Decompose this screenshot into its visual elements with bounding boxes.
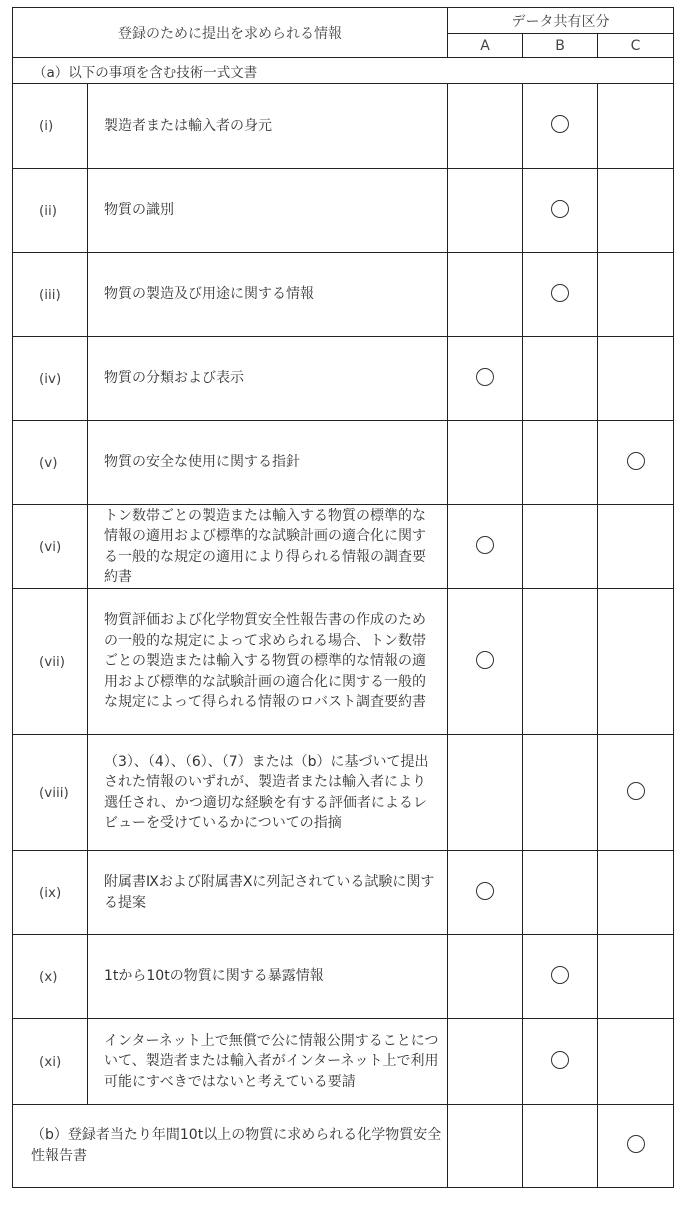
row-4-col-a <box>448 421 523 505</box>
table-row <box>13 1019 674 1105</box>
row-0-col-b <box>523 84 598 169</box>
row-3-col-a <box>448 337 523 421</box>
circle-mark-icon <box>551 1051 569 1069</box>
circle-mark-icon <box>627 1135 645 1153</box>
row-description: 附属書Ⅸおよび附属書Ⅹに列記されている試験に関する提案 <box>88 851 448 935</box>
row-4-col-b <box>523 421 598 505</box>
row-description: 物質の安全な使用に関する指針 <box>88 421 448 505</box>
section-a-title: （a）以下の事項を含む技術一式文書 <box>13 58 674 84</box>
row-description: （3）、（4）、（6）、（7）または（b）に基づいて提出された情報のいずれが、製造者または輸入者により選任され、かつ適切な経験を有する評価者によるレビューを受けているかについての指摘 <box>88 735 448 851</box>
row-number: (viii) <box>13 735 88 851</box>
circle-mark-icon <box>627 782 645 800</box>
row-number: (vi) <box>13 505 88 589</box>
row-10-col-c <box>598 1019 674 1105</box>
share-category-header: データ共有区分 <box>448 8 674 34</box>
row-number: (v) <box>13 421 88 505</box>
row-description: 物質の識別 <box>88 169 448 253</box>
row-6-col-b <box>523 589 598 735</box>
row-8-col-a <box>448 851 523 935</box>
row-3-col-b <box>523 337 598 421</box>
row-description: インターネット上で無償で公に情報公開することについて、製造者または輸入者がインターネット上で利用可能にすべきではないと考えている要請 <box>88 1019 448 1105</box>
row-7-col-c <box>598 735 674 851</box>
row-description: 物質の分類および表示 <box>88 337 448 421</box>
circle-mark-icon <box>476 651 494 669</box>
row-number: (x) <box>13 935 88 1019</box>
table-row <box>13 337 674 421</box>
row-8-col-b <box>523 851 598 935</box>
row-8-col-c <box>598 851 674 935</box>
row-2-col-b <box>523 253 598 337</box>
row-description: 物質評価および化学物質安全性報告書の作成のための一般的な規定によって求められる場合、トン数帯ごとの製造または輸入する物質の標準的な情報の適用および標準的な試験計画の適合化に関する一般的な規定によって得られる情報のロバスト調査要約書 <box>88 589 448 735</box>
circle-mark-icon <box>627 452 645 470</box>
row-1-col-b <box>523 169 598 253</box>
circle-mark-icon <box>476 368 494 386</box>
row-number: (vii) <box>13 589 88 735</box>
table-row <box>13 505 674 589</box>
table-row <box>13 421 674 505</box>
row-1-col-a <box>448 169 523 253</box>
circle-mark-icon <box>551 966 569 984</box>
table-row <box>13 84 674 169</box>
row-6-col-c <box>598 589 674 735</box>
row-description: トン数帯ごとの製造または輸入する物質の標準的な情報の適用および標準的な試験計画の適合化に関する一般的な規定の適用により得られる情報の調査要約書 <box>88 505 448 589</box>
info-header: 登録のために提出を求められる情報 <box>13 8 448 58</box>
row-0-col-c <box>598 84 674 169</box>
table-row <box>13 169 674 253</box>
row-5-col-a <box>448 505 523 589</box>
row-9-col-a <box>448 935 523 1019</box>
row-7-col-a <box>448 735 523 851</box>
table-row <box>13 589 674 735</box>
row-5-col-c <box>598 505 674 589</box>
column-b-header: B <box>523 34 598 58</box>
row-9-col-c <box>598 935 674 1019</box>
circle-mark-icon <box>476 882 494 900</box>
row-10-col-b <box>523 1019 598 1105</box>
row-number: (i) <box>13 84 88 169</box>
table-row <box>13 253 674 337</box>
row-6-col-a <box>448 589 523 735</box>
row-number: (iv) <box>13 337 88 421</box>
row-number: (xi) <box>13 1019 88 1105</box>
table-row <box>13 851 674 935</box>
row-7-col-b <box>523 735 598 851</box>
circle-mark-icon <box>551 284 569 302</box>
row-2-col-a <box>448 253 523 337</box>
column-c-header: C <box>598 34 674 58</box>
row-9-col-b <box>523 935 598 1019</box>
row-description: 製造者または輸入者の身元 <box>88 84 448 169</box>
table-row <box>13 935 674 1019</box>
circle-mark-icon <box>551 200 569 218</box>
row-4-col-c <box>598 421 674 505</box>
row-number: (ix) <box>13 851 88 935</box>
section-b-col-c <box>598 1105 674 1188</box>
row-1-col-c <box>598 169 674 253</box>
section-b-col-b <box>523 1105 598 1188</box>
section-b-row <box>13 1105 674 1188</box>
row-number: (ii) <box>13 169 88 253</box>
section-b-title: （b）登録者当たり年間10t以上の物質に求められる化学物質安全性報告書 <box>13 1105 448 1188</box>
column-a-header: A <box>448 34 523 58</box>
row-description: 物質の製造及び用途に関する情報 <box>88 253 448 337</box>
section-b-col-a <box>448 1105 523 1188</box>
row-3-col-c <box>598 337 674 421</box>
row-5-col-b <box>523 505 598 589</box>
row-0-col-a <box>448 84 523 169</box>
row-description: 1tから10tの物質に関する暴露情報 <box>88 935 448 1019</box>
circle-mark-icon <box>551 115 569 133</box>
row-number: (iii) <box>13 253 88 337</box>
data-sharing-table <box>12 7 674 1188</box>
table-row <box>13 735 674 851</box>
row-2-col-c <box>598 253 674 337</box>
circle-mark-icon <box>476 536 494 554</box>
row-10-col-a <box>448 1019 523 1105</box>
